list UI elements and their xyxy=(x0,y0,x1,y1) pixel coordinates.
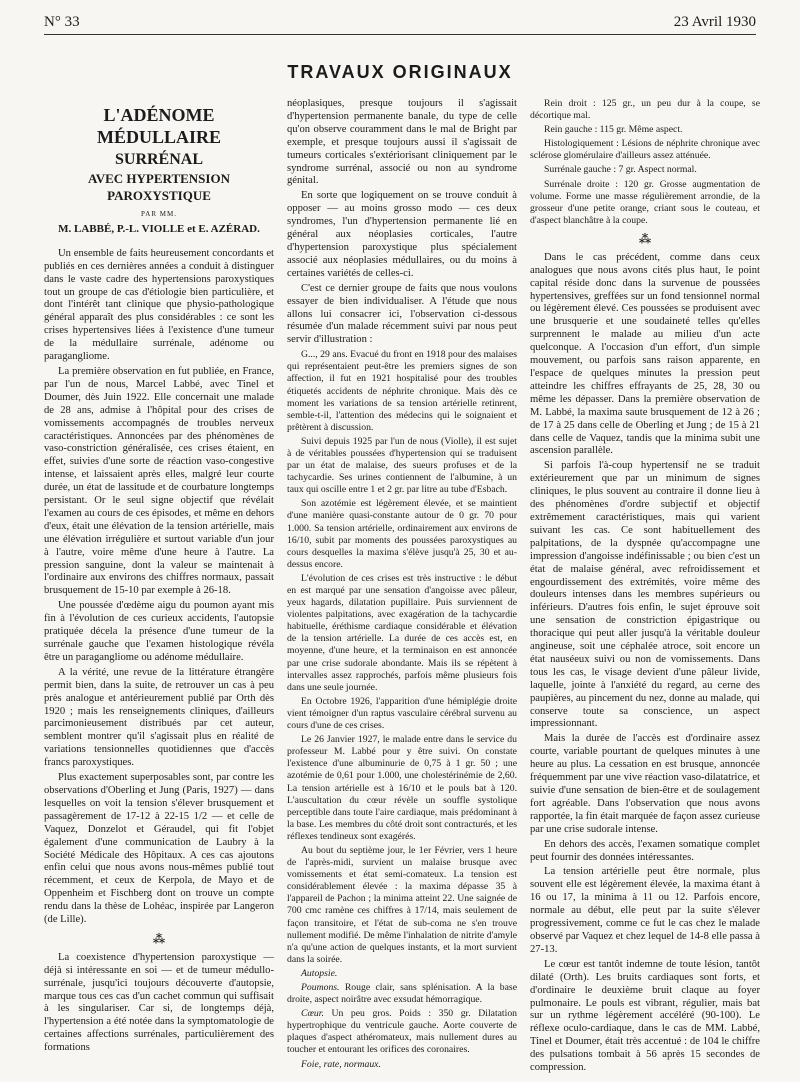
organ-text: Rouge clair, sans splénisation. A la base droite, aspect noirâtre avec exsudat hémorragique. xyxy=(287,982,517,1006)
column-3 xyxy=(530,98,760,1077)
case-report xyxy=(287,349,517,1070)
paragraph: G..., 29 ans. Evacué du front en 1918 pour des malaises qui représentaient peut-être les premiers signes de son affection, il fut en 1921 hospitalisé pour des troubles étiquetés accidents de néphrite chronique. Mais dès ce moment les variations de sa tension artérielle retinrent, semble-t-il, l'attention des médecins qui le soignaient et prêtèrent à discussion. xyxy=(287,349,517,433)
organ-text: Un peu gros. Poids : 350 gr. Dilatation hypertrophique du ventricule gauche. Aorte couverte de plaques d'aspect athéromateux, mais nullement dures au toucher et entourant les orifices des coronaires. xyxy=(287,1008,518,1056)
paragraph: Son azotémie est légèrement élevée, et se maintient d'une manière quasi-constante autour de 0 gr. 70 pour 1.000. Sa tension artérielle, ordinairement aux environs de 16/10, subit par moments des poussées paroxystiques au cours desquelles la maxima s'élève jusqu'à 25, 30 et au-dessus encore. xyxy=(287,498,517,570)
paragraph: Une poussée d'œdème aigu du poumon ayant mis fin à l'évolution de ces curieux accidents, l'autopsie pratiquée décela la présence d'une tumeur de la surrénale gauche que l'examen histologique révéla être un paragangliome ou adénome médullaire. xyxy=(44,600,274,663)
paragraph: Surrénale gauche : 7 gr. Aspect normal. xyxy=(544,164,697,176)
column-2 xyxy=(287,98,517,1073)
paragraph: L'évolution de ces crises est très instructive : le début en est marqué par une sensation d'angoisse avec pâleur, yeux hagards, dilatation pupillaire. Puis surviennent de violentes palpitations, avec exagération de la tachycardie habituelle, éréthisme cardiaque considérable et élévation de la tension artérielle. La durée de ces accès est, en moyenne, d'une heure, et la terminaison en est annoncée par une crise sudorale abondante. Mais ils se répètent à intervalles assez rapprochés, parfois même plusieurs fois dans une seule journée. xyxy=(287,572,517,693)
paragraph: Plus exactement superposables sont, par contre les observations d'Oberling et Jung (Paris, 1927) — dans lesquelles on voit la tension s'élever brusquement et passagèrement de 17-12 à 22-15 1/2 — et celle de Vaquez, Donzelot et Géraudel, qui fit l'objet également d'une communication de Laubry à la Société Médicale des Hôpitaux. A ces cas ajoutons enfin celui que nous avons nous-mêmes publié tout récemment, et ceux de Kerpola, de Mayo et de Oppenheim et Fischberg dont on trouve un compte rendu dans la thèse de Lohéac, inspirée par Langeron (de Lille). xyxy=(44,772,274,926)
paragraph: C'est ce dernier groupe de faits que nous voulons essayer de bien individualiser. A l'étude que nous allons lui consacrer ici, l'observation ci-dessous résumée d'un malade récemment suivi par nous peut servir d'illustration : xyxy=(287,282,517,346)
issue-date: 23 Avril 1930 xyxy=(673,14,756,30)
autopsy-findings xyxy=(530,98,760,227)
paragraph: A la vérité, une revue de la littérature étrangère permit bien, dans la suite, de retrouver un cas à peu près analogue et antérieurement publié par Orth dès 1920 ; mais les renseignements cliniques, d'ailleurs parcimonieusement distribués par cet auteur, semblent montrer qu'il s'agissait plus en réalité de variations tensionnelles quotidiennes que d'accès francs paroxystiques. xyxy=(44,666,274,769)
paragraph: Rein gauche : 115 gr. Même aspect. xyxy=(544,124,683,136)
paragraph xyxy=(287,982,517,1006)
section-separator: ⁂ xyxy=(638,231,652,246)
organ-label: Cœur. xyxy=(301,1008,324,1020)
paragraph: Le 26 Janvier 1927, le malade entre dans le service du professeur M. Labbé pour y être suivi. On constate l'existence d'une albuminurie de 0,75 à 1 gr. 50 ; une azotémie de 0,61 pour 1.000, une cholestérinémie de 2,60. La tension artérielle est à 16/10 et le pouls bat à 120. L'auscultation du cœur révèle un souffle systolique perceptible dans toute l'aire cardiaque, mais prédominant à la base. Les membres du côté droit sont contracturés, et les réflexes tendineux sont exagérés. xyxy=(287,734,517,842)
paragraph: néoplasiques, presque toujours il s'agissait d'hypertension permanente banale, du type de celle qu'on observe couramment dans le mal de Bright par exemple, et presque toujours aussi il s'agissait de tumeurs corticales s'extériorisant cliniquement par le syndrome surrénal, associé ou non au syndrome génital. xyxy=(287,98,517,187)
header-rule xyxy=(44,34,756,35)
article-title: L'ADÉNOME MÉDULLAIRE xyxy=(96,105,221,147)
paragraph: Si parfois l'à-coup hypertensif ne se traduit extérieurement que par un minimum de signes cliniques, le plus souvent au contraire il donne lieu à des phénomènes d'ordre subjectif et objectif extrêmement caractéristiques, mais qui varient suivant les cas. Ce sont habituellement des palpitations, de la dyspnée qu'accompagne une impression d'angoisse indéfinissable ; ou bien c'est un état de malaise général, avec refroidissement et engourdissement des extrémités, voire même des douleurs intenses dans les membres supérieurs ou inférieurs. D'autres fois enfin, le sujet éprouve soit une sensation de constriction épigastrique ou thoracique qui peut aller jusqu'à la véritable douleur angineuse, soit une céphalée atroce, soit encore un état nauséeux suivi ou non de vomissements. Dans tous les cas, le visage devient d'une pâleur livide, laquelle, jointe à l'anxiété du regard, au cerne des paupières, au pincement du nez, donne au malade, qui conserve toute sa conscience, un aspect impressionnant. xyxy=(530,460,760,730)
paragraph: En dehors des accès, l'examen somatique complet peut fournir des données intéressantes. xyxy=(530,838,760,863)
authors: M. LABBÉ, P.-L. VIOLLE et E. AZÉRAD. xyxy=(58,222,260,235)
paragraph: En Octobre 1926, l'apparition d'une hémiplégie droite vient témoigner d'un raptus vasculaire cérébral survenu au cours d'une de ces crises. xyxy=(287,695,517,732)
paragraph xyxy=(287,1008,517,1056)
section-title: TRAVAUX ORIGINAUX xyxy=(287,62,513,82)
paragraph: En sorte que logiquement on se trouve conduit à opposer — au moins grosso modo — ces deux syndromes, l'un d'hypertension permanente lié en général aux néoplasies corticales, l'autre d'hypertension paroxystique plus spécialement associé aux néoplasies médullaires, ou du moins à certaines variétés de celles-ci. xyxy=(287,190,517,279)
column-1 xyxy=(44,98,274,1057)
paragraph: Surrénale droite : 120 gr. Grosse augmentation de volume. Forme une masse régulièrement arrondie, de la grosseur d'une petite orange, criant sous le couteau, et d'aspect blanchâtre à la coupe. xyxy=(530,178,760,226)
paragraph: La coexistence d'hypertension paroxystique — déjà si intéressante en soi — et de tumeur médullo-surrénale, jusqu'ici toujours découverte d'autopsie, marque tous ces cas d'un cachet commun qui suffisait à les singulariser. Car si, de longtemps déjà, l'hypertension a été notée dans la symptomatologie de certaines affections surrénales, particulièrement des formations xyxy=(44,951,274,1054)
paragraph: Histologiquement : Lésions de néphrite chronique avec sclérose glomérulaire d'ailleurs assez atténuée. xyxy=(530,138,760,162)
autopsy-heading: Autopsie. xyxy=(301,967,338,979)
paragraph: Suivi depuis 1925 par l'un de nous (Violle), il est sujet à de véritables poussées d'hypertension qui se traduisent par un état de malaise, des sueurs profuses et de la tachycardie. Ses urines contiennent de l'albumine, à un taux qui oscille entre 1 et 2 gr. par litre au tube d'Esbach. xyxy=(287,435,517,496)
paragraph: Dans le cas précédent, comme dans ceux analogues que nous avons cités plus haut, le point capital réside donc dans la survenue de poussées hypertensives, greffées sur un fond tensionnel normal ou légèrement élevé. Ces poussées se produisent avec une brusquerie et une soudaineté telles qu'elles surprennent le malade au milieu d'un acte quelconque. A l'occasion d'un effort, d'un simple mouvement, ou parfois sans raison apparente, en l'espace de quelques minutes la pression peut atteindre les chiffres effrayants de 25, 28, 30 ou même les dépasser. Dans la première observation de M. Labbé, la maxima saute brusquement de 12 à 26 ; de 17 à 25 dans celle de Oberling et Jung ; de 15 à 21 dans celle de Vaquez, tandis que la minima subit une ascension parallèle. xyxy=(530,251,760,457)
paragraph: La tension artérielle peut être normale, plus souvent elle est légèrement élevée, la maxima étant à 16 ou 17, la minima à 11 ou 12. Parfois encore, normale au début, elle peut par la suite s'élever progressivement, comme ce fut le cas chez le malade observé par Vaquez et chez lequel de 14-8 elle passa à 27-13. xyxy=(530,866,760,955)
section-separator: ⁂ xyxy=(152,931,166,946)
issue-number: N° 33 xyxy=(44,14,80,30)
paragraph: Le cœur est tantôt indemne de toute lésion, tantôt dilaté (Orth). Les bruits cardiaques sont forts, et d'ordinaire le deuxième bruit claque au foyer pulmonaire. Le pouls est vibrant, régulier, mais bat sur un rythme légèrement accéléré (90-100). Le réflexe oculo-cardiaque, dans le cas de MM. Labbé, Tinel et Doumer, était très accentué : de 104 le chiffre des pulsations tombait à 56 après 15 secondes de compression. xyxy=(530,958,760,1074)
paragraph: Mais la durée de l'accès est d'ordinaire assez courte, variable pourtant de quelques minutes à une heure au plus. La cessation en est brusque, annoncée fréquemment par une vive réaction vaso-dilatatrice, et suivie d'une sensation de bien-être et de soulagement fort agréable. Dans l'observation que nous avons rapportée, la fin était marquée de façon assez curieuse par une crise sudorale intense. xyxy=(530,733,760,835)
paragraph: Rein droit : 125 gr., un peu dur à la coupe, se décortique mal. xyxy=(530,98,760,122)
by-line: PAR MM. xyxy=(141,210,177,218)
article-subtitle-1: SURRÉNAL xyxy=(114,151,203,168)
article-subtitle-2: AVEC HYPERTENSION PAROXYSTIQUE xyxy=(88,171,230,203)
organ-label: Poumons. xyxy=(301,982,340,993)
paragraph: Foie, rate, normaux. xyxy=(301,1058,381,1070)
paragraph: La première observation en fut publiée, en France, par l'un de nous, Marcel Labbé, avec Tinel et Doumer, dès Juin 1922. Elle concernait une malade de 28 ans, admise à l'hôpital pour des crises de vomissements accompagnés de troubles nerveux caractéristiques. Annoncées par des phénomènes de vaso-constriction généralisée, ces crises étaient, en effet, suivies d'une sorte de réaction vaso-congestive intense, et laissaient après elles, malgré leur courte durée, un état de lassitude et de courbature longtemps persistant. Or le seul signe objectif que révélait l'examen au cours de ces épisodes, et même en dehors d'eux, était une élévation de la tension artérielle, mais une élévation irrégulière et surtout variable d'un jour à l'autre, voire même d'une heure à l'autre. La pression sanguine, dont la valeur se maintenait à l'ordinaire aux environs des chiffres normaux, passait brusquement de 15-10 par exemple à 26-18. xyxy=(44,365,274,597)
paragraph: Un ensemble de faits heureusement concordants et publiés en ces dernières années a conduit à distinguer dans le vaste cadre des hypertensions paroxystiques tout un groupe de cas d'étiologie bien particulière, et dont l'intérêt tant clinique que physio-pathologique général apparaît des plus considérables : ce sont les crises hypertensives liées à l'existence d'une tumeur de la médullaire surrénale, adénome ou paragangliome. xyxy=(44,247,274,363)
paragraph: Au bout du septième jour, le 1er Février, vers 1 heure de l'après-midi, survient un malaise brusque avec vomissements et état semi-comateux. La tension est considérablement élevée : la maxima dépasse 35 à l'appareil de Pachon ; la minima atteint 22. Une saignée de 700 cmc ramène ces chiffres à 17/14, mais seulement de façon transitoire, et l'état de sub-coma ne s'en trouve nullement modifié. De même l'inhalation de nitrite d'amyle n'a qu'une action de quelques instants, et la mort survient dans la soirée. xyxy=(287,844,517,965)
